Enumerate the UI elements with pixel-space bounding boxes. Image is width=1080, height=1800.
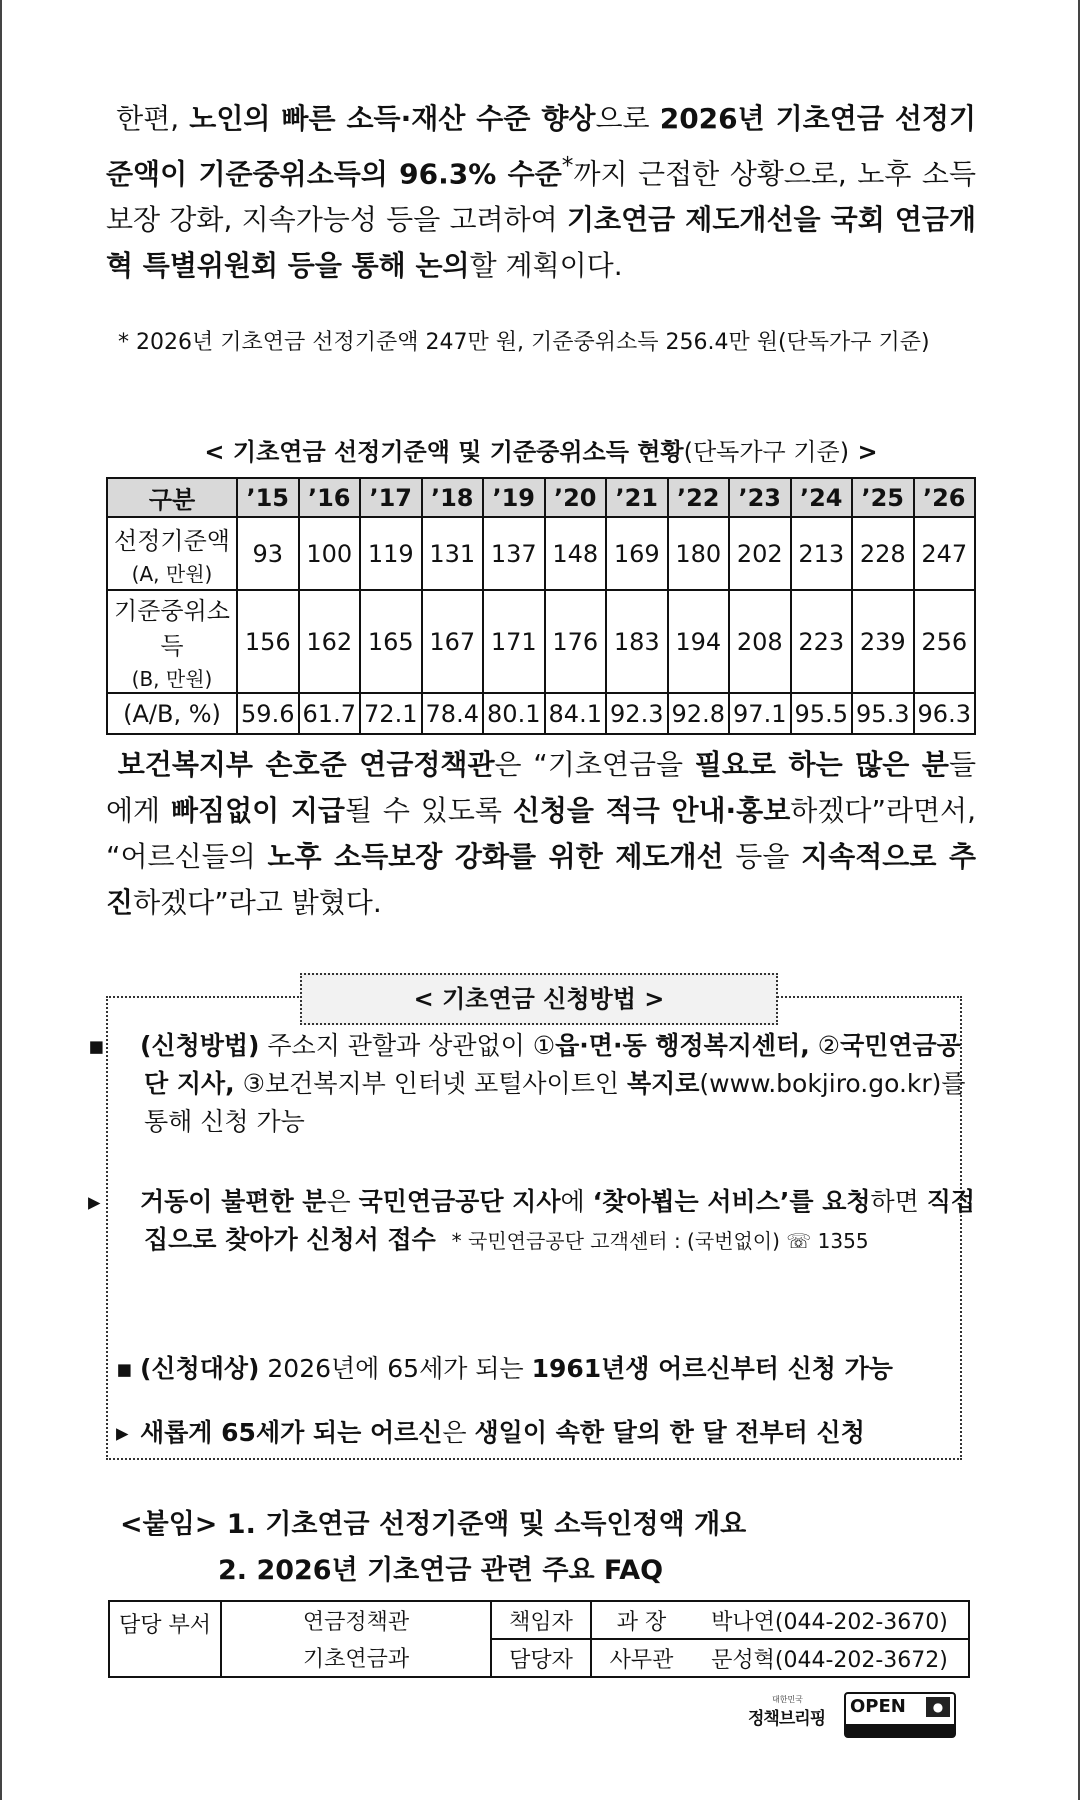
policy-briefing-logo xyxy=(740,1694,840,1734)
table-cell: 93 xyxy=(237,517,299,590)
bold-text: 새롭게 65세가 되는 어르신 xyxy=(140,1418,443,1447)
paragraph-official-quote xyxy=(106,742,976,926)
text: 한편, xyxy=(116,102,190,135)
title-cell: 사무관 xyxy=(591,1639,691,1677)
pension-stats-table xyxy=(106,477,976,735)
contact-row xyxy=(109,1601,969,1639)
table-cell: 194 xyxy=(668,590,730,693)
header-cell: ’16 xyxy=(299,478,361,517)
header-cell: ’19 xyxy=(483,478,545,517)
table-cell: 80.1 xyxy=(483,693,545,734)
text: 에 xyxy=(560,1187,593,1216)
bold-text: ‘찾아뵙는 서비스’를 요청 xyxy=(592,1187,871,1216)
bold-text: 노후 소득보장 강화를 위한 제도개선 xyxy=(267,840,724,873)
header-cell: ’24 xyxy=(791,478,853,517)
text: 등을 xyxy=(723,840,802,873)
table-cell: 167 xyxy=(422,590,484,693)
table-caption xyxy=(106,432,976,467)
bold-text: 기초연금 제도개선을 국회 연금개혁 특별위원회 등을 통해 논의 xyxy=(106,203,977,283)
bold-text: 2026년 기초연금 선정기준액이 기준중위소득의 96.3% 수준 xyxy=(106,102,976,191)
text: ③보건복지부 인터넷 포털사이트인 xyxy=(234,1069,627,1098)
table-cell: 92.8 xyxy=(668,693,730,734)
header-cell: ’15 xyxy=(237,478,299,517)
bold-text: 생일이 속한 달의 한 달 전부터 신청 xyxy=(474,1418,865,1447)
dept-cell: 기초연금과 xyxy=(221,1639,491,1677)
text: 할 계획이다. xyxy=(469,249,623,283)
contact-table xyxy=(108,1600,970,1678)
text: 은 xyxy=(442,1418,475,1447)
table-cell: 96.3 xyxy=(914,693,976,734)
open-license-logo xyxy=(844,1692,956,1738)
table-row xyxy=(107,590,975,693)
bold-text: 노인의 빠른 소득·재산 수준 향상 xyxy=(189,102,596,135)
paragraph-policy-plan xyxy=(106,96,976,289)
table-cell: 148 xyxy=(545,517,607,590)
attachment-line-1: <붙임> 1. 기초연금 선정기준액 및 소득인정액 개요 xyxy=(120,1509,747,1540)
table-header-row xyxy=(107,478,975,517)
text: ② xyxy=(809,1031,841,1060)
table-cell: 78.4 xyxy=(422,693,484,734)
table-cell: 228 xyxy=(852,517,914,590)
bold-text: 신청을 적극 안내·홍보 xyxy=(512,794,791,827)
table-cell: 180 xyxy=(668,517,730,590)
row-label-cell xyxy=(107,590,237,693)
text: 하면 xyxy=(870,1187,927,1216)
list-item-timing xyxy=(116,1414,954,1452)
table-cell: 61.7 xyxy=(299,693,361,734)
table-row xyxy=(107,693,975,734)
table-cell: 100 xyxy=(299,517,361,590)
footer-logos xyxy=(740,1690,970,1738)
dept-cell: 연금정책관 xyxy=(221,1601,491,1639)
table-cell: 84.1 xyxy=(545,693,607,734)
license-person-icon: ● xyxy=(926,1697,950,1717)
header-cell: 구분 xyxy=(107,478,237,517)
bold-text: 필요로 하는 많은 분 xyxy=(694,748,949,781)
table-cell: 176 xyxy=(545,590,607,693)
table-cell: 119 xyxy=(360,517,422,590)
header-cell: ’18 xyxy=(422,478,484,517)
header-cell: ’21 xyxy=(606,478,668,517)
role-cell: 책임자 xyxy=(491,1601,591,1639)
table-cell: 137 xyxy=(483,517,545,590)
text: 까지 근접한 상황으로, 노후 소득보장 강화, 지속가능성 등을 고려하여 xyxy=(106,157,976,237)
table-cell: 72.1 xyxy=(360,693,422,734)
bold-text: (신청방법) xyxy=(140,1031,260,1060)
text: 하겠다”라고 밝혔다. xyxy=(133,886,382,919)
logo-small-text: 대한민국 xyxy=(772,1695,803,1704)
caption-title: < 기초연금 선정기준액 및 기준중위소득 현황 xyxy=(204,438,684,466)
table-cell: 165 xyxy=(360,590,422,693)
logo-main-text: 정책브리핑 xyxy=(748,1709,826,1729)
header-cell: ’22 xyxy=(668,478,730,517)
table-cell: 247 xyxy=(914,517,976,590)
table-cell: 95.3 xyxy=(852,693,914,734)
title-cell: 과 장 xyxy=(591,1601,691,1639)
header-cell: ’26 xyxy=(914,478,976,517)
table-cell: 169 xyxy=(606,517,668,590)
table-cell: 97.1 xyxy=(729,693,791,734)
bold-text: 국민연금공단 지사, xyxy=(144,1031,961,1098)
list-item-home-visit xyxy=(88,1183,982,1260)
text: 으로 xyxy=(595,102,660,135)
bold-text: (신청대상) xyxy=(140,1354,260,1383)
box-title: < 기초연금 신청방법 > xyxy=(300,973,778,1025)
call-center-note: * 국민연금공단 고객센터 : (국번없이) ☏ 1355 xyxy=(451,1229,869,1253)
bold-text: 직접 집으로 찾아가 신청서 접수 xyxy=(144,1187,976,1254)
text: 은 “기초연금을 xyxy=(494,748,695,781)
text: 하겠다”라면서, “어르신들의 xyxy=(106,794,976,873)
header-cell: ’20 xyxy=(545,478,607,517)
bold-text: 1961년생 어르신부터 신청 가능 xyxy=(531,1354,893,1383)
person-cell: 박나연(044-202-3670) xyxy=(691,1601,969,1639)
bold-text: 복지로 xyxy=(626,1069,700,1098)
license-bar xyxy=(846,1724,954,1736)
list-item-target xyxy=(116,1350,954,1388)
list-item-method xyxy=(88,1027,982,1141)
attachment-line-2: 2. 2026년 기초연금 관련 주요 FAQ xyxy=(218,1555,664,1586)
dept-label-cell: 담당 부서 xyxy=(109,1601,221,1677)
header-cell: ’17 xyxy=(360,478,422,517)
footnote: * 2026년 기초연금 선정기준액 247만 원, 기준중위소득 256.4만 원(단독가구 기준) xyxy=(118,330,930,355)
text: 들에게 xyxy=(106,748,976,827)
text: 은 xyxy=(326,1187,359,1216)
header-cell: ’25 xyxy=(852,478,914,517)
role-cell: 담당자 xyxy=(491,1639,591,1677)
bold-text: 국민연금공단 지사 xyxy=(358,1187,561,1216)
text: 될 수 있도록 xyxy=(344,794,513,827)
table-cell: 171 xyxy=(483,590,545,693)
footnote-marker: * xyxy=(561,151,574,179)
caption-note: (단독가구 기준) xyxy=(683,438,850,466)
row-label: 선정기준액 xyxy=(114,526,230,555)
table-cell: 208 xyxy=(729,590,791,693)
text: 2026년에 65세가 되는 xyxy=(259,1354,532,1383)
arrow-bullet-icon: ▸ xyxy=(88,1187,101,1216)
row-unit: (A, 만원) xyxy=(131,561,213,586)
arrow-bullet-icon: ▸ xyxy=(116,1418,129,1447)
table-cell: 95.5 xyxy=(791,693,853,734)
header-cell: ’23 xyxy=(729,478,791,517)
caption-close: > xyxy=(849,438,878,466)
row-label: 기준중위소득 xyxy=(114,597,230,660)
table-cell: 162 xyxy=(299,590,361,693)
table-cell: 223 xyxy=(791,590,853,693)
text: 주소지 관할과 상관없이 ① xyxy=(259,1031,556,1060)
table-cell: 131 xyxy=(422,517,484,590)
bold-text: 보건복지부 손호준 연금정책관 xyxy=(117,748,495,781)
bullet-icon: ▪ xyxy=(116,1354,133,1383)
row-unit: (B, 만원) xyxy=(131,667,213,691)
contact-row xyxy=(109,1639,969,1677)
bold-text: 지속적으로 추진 xyxy=(106,840,976,919)
table-cell: 202 xyxy=(729,517,791,590)
bold-text: 읍·면·동 행정복지센터, xyxy=(555,1031,810,1060)
row-label-cell xyxy=(107,517,237,590)
table-cell: 239 xyxy=(852,590,914,693)
table-row xyxy=(107,517,975,590)
table-cell: 156 xyxy=(237,590,299,693)
table-cell: 256 xyxy=(914,590,976,693)
table-cell: 59.6 xyxy=(237,693,299,734)
open-text: OPEN xyxy=(850,1696,906,1717)
bold-text: 빠짐없이 지급 xyxy=(170,794,345,827)
bullet-icon: ▪ xyxy=(88,1031,105,1060)
bold-text: 거동이 불편한 분 xyxy=(140,1187,327,1216)
table-cell: 213 xyxy=(791,517,853,590)
text: (www.bokjiro.go.kr)를 통해 신청 가능 xyxy=(144,1069,966,1136)
person-cell: 문성혁(044-202-3672) xyxy=(691,1639,969,1677)
table-cell: 92.3 xyxy=(606,693,668,734)
table-cell: 183 xyxy=(606,590,668,693)
page-border-left xyxy=(0,0,2,1800)
row-label-cell: (A/B, %) xyxy=(107,693,237,734)
